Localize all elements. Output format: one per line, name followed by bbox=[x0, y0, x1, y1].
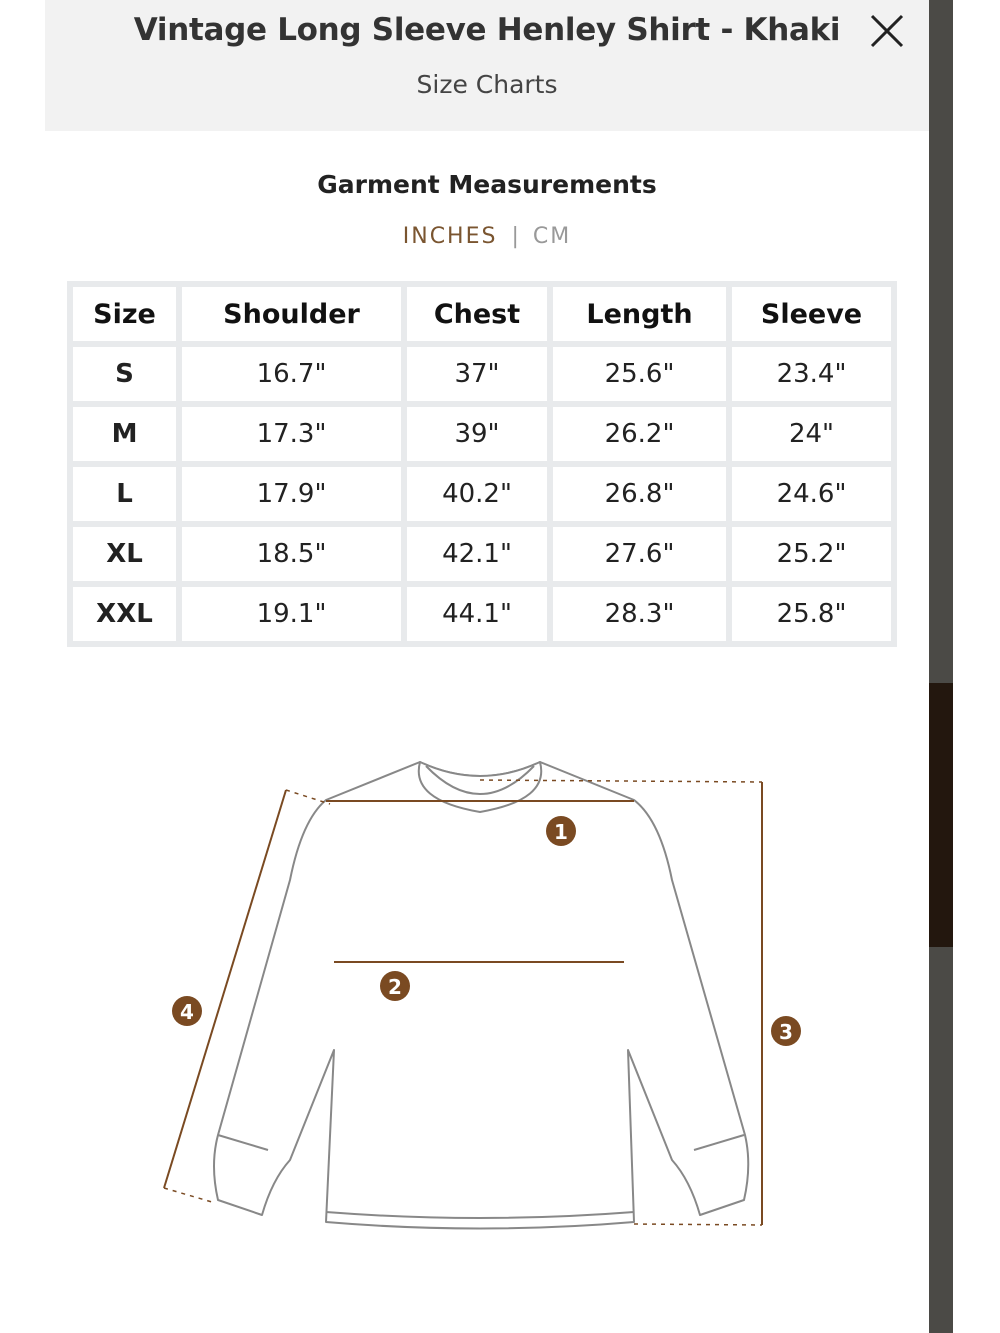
close-icon[interactable] bbox=[866, 6, 910, 50]
modal-header bbox=[45, 0, 929, 131]
table-cell: 40.2" bbox=[407, 467, 547, 521]
table-row bbox=[73, 527, 891, 581]
marker-label: 3 bbox=[779, 1020, 793, 1044]
table-cell: 26.2" bbox=[553, 407, 726, 461]
marker-1 bbox=[546, 816, 576, 846]
table-cell: 18.5" bbox=[182, 527, 401, 581]
size-cell: L bbox=[73, 467, 176, 521]
marker-4 bbox=[172, 996, 202, 1026]
table-cell: 25.8" bbox=[732, 587, 891, 641]
table-row bbox=[73, 587, 891, 641]
marker-2 bbox=[380, 971, 410, 1001]
table-cell: 44.1" bbox=[407, 587, 547, 641]
scrollbar[interactable] bbox=[929, 0, 953, 1333]
table-cell: 25.6" bbox=[553, 347, 726, 401]
shirt-outline bbox=[214, 762, 748, 1229]
marker-3 bbox=[771, 1016, 801, 1046]
table-cell: 16.7" bbox=[182, 347, 401, 401]
table-cell: 17.9" bbox=[182, 467, 401, 521]
table-cell: 23.4" bbox=[732, 347, 891, 401]
modal-subtitle: Size Charts bbox=[416, 70, 558, 99]
table-row bbox=[73, 467, 891, 521]
table-cell: 19.1" bbox=[182, 587, 401, 641]
table-row bbox=[73, 407, 891, 461]
column-header: Shoulder bbox=[182, 287, 401, 341]
table-cell: 17.3" bbox=[182, 407, 401, 461]
column-header: Length bbox=[553, 287, 726, 341]
table-cell: 24.6" bbox=[732, 467, 891, 521]
garment-diagram bbox=[150, 745, 810, 1245]
table-cell: 27.6" bbox=[553, 527, 726, 581]
size-cell: XL bbox=[73, 527, 176, 581]
size-cell: S bbox=[73, 347, 176, 401]
marker-label: 4 bbox=[180, 1000, 194, 1024]
table-cell: 37" bbox=[407, 347, 547, 401]
marker-label: 2 bbox=[388, 975, 402, 999]
modal-title: Vintage Long Sleeve Henley Shirt - Khaki bbox=[133, 12, 841, 48]
size-table bbox=[67, 281, 897, 647]
unit-toggle bbox=[45, 224, 929, 249]
table-cell: 24" bbox=[732, 407, 891, 461]
unit-separator: | bbox=[511, 224, 519, 249]
table-cell: 28.3" bbox=[553, 587, 726, 641]
table-cell: 42.1" bbox=[407, 527, 547, 581]
table-cell: 26.8" bbox=[553, 467, 726, 521]
unit-cm-button[interactable]: CM bbox=[532, 224, 572, 249]
section-title: Garment Measurements bbox=[317, 170, 657, 199]
scrollbar-thumb[interactable] bbox=[929, 683, 953, 947]
table-header-row bbox=[73, 287, 891, 341]
table-row bbox=[73, 347, 891, 401]
marker-label: 1 bbox=[554, 820, 568, 844]
unit-inches-button[interactable]: INCHES bbox=[402, 224, 498, 249]
column-header: Chest bbox=[407, 287, 547, 341]
size-cell: M bbox=[73, 407, 176, 461]
column-header: Sleeve bbox=[732, 287, 891, 341]
table-cell: 39" bbox=[407, 407, 547, 461]
table-cell: 25.2" bbox=[732, 527, 891, 581]
size-cell: XXL bbox=[73, 587, 176, 641]
column-header: Size bbox=[73, 287, 176, 341]
